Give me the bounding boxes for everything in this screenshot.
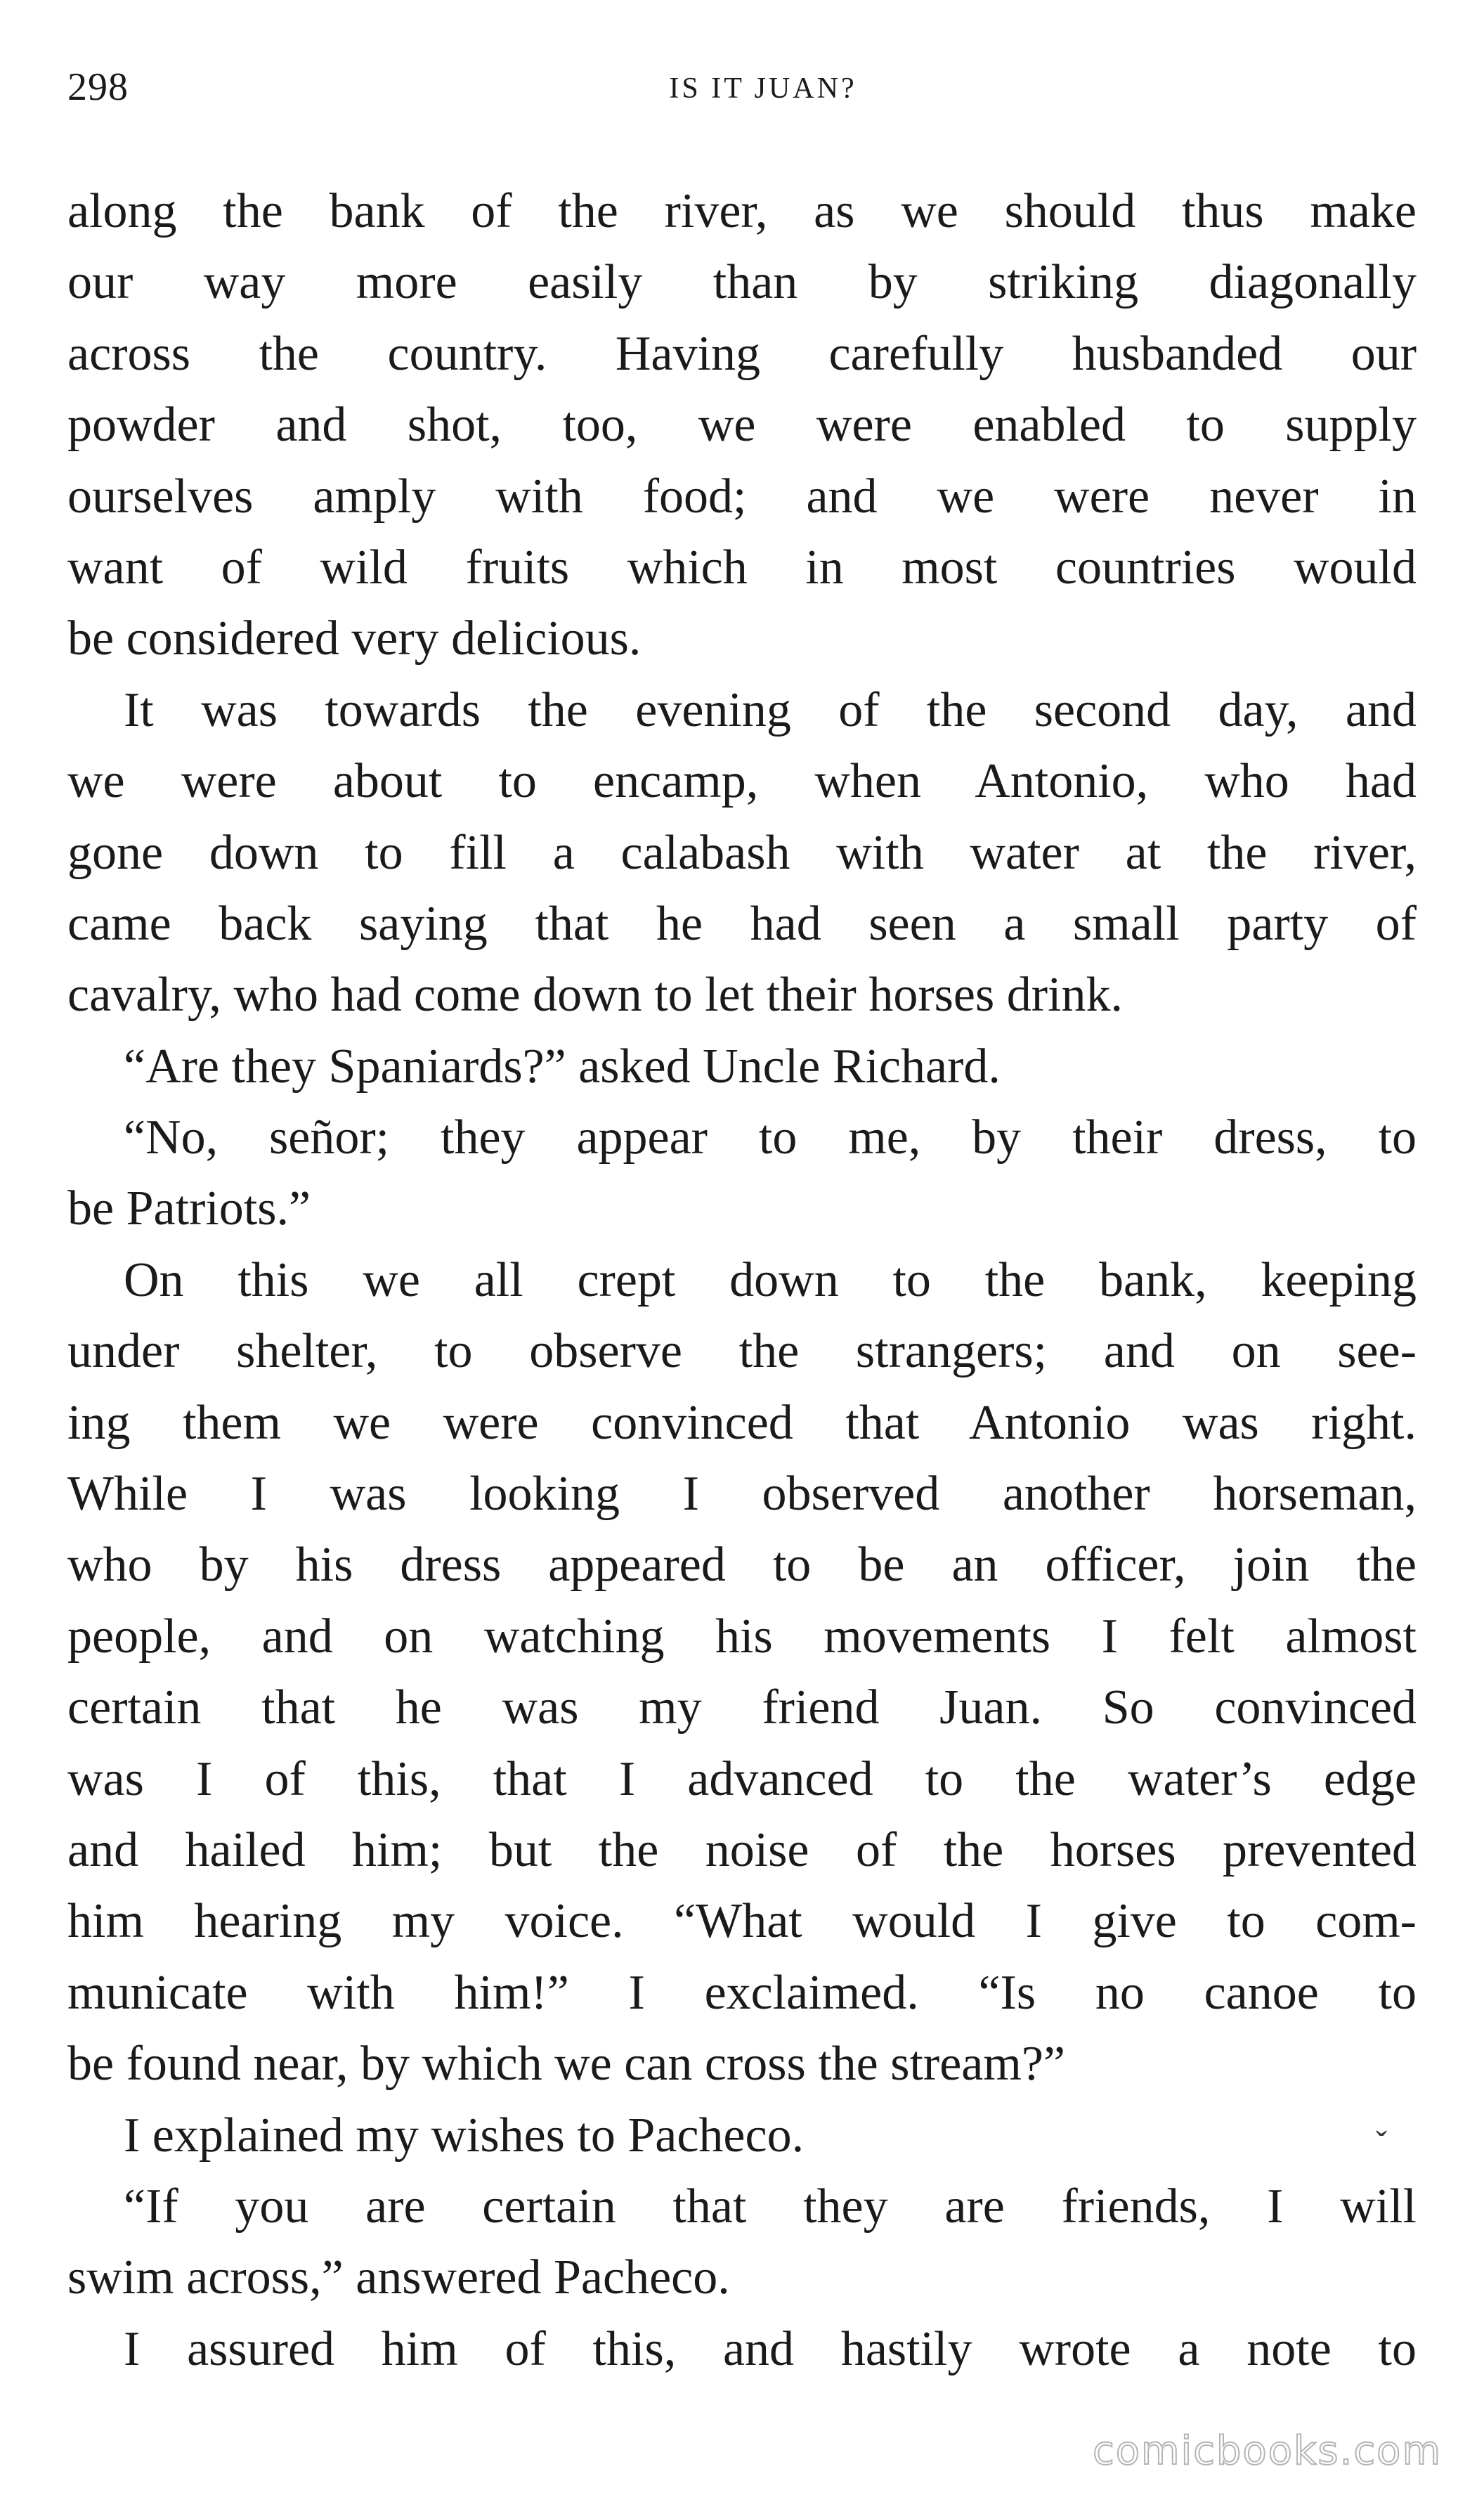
text-line: “No, señor; they appear to me, by their dress, to [124,1110,1417,1165]
text-line: ourselves amply with food; and we were never in [67,469,1417,524]
text-line: gone down to fill a calabash with water at the river, [67,825,1417,880]
text-line: want of wild fruits which in most countries would [67,540,1417,595]
text-line: powder and shot, too, we were enabled to supply [67,398,1417,453]
text-line: came back saying that he had seen a small party of [67,896,1417,951]
text-line: I explained my wishes to Pacheco. [124,2108,805,2163]
text-line: and hailed him; but the noise of the horses prevented [67,1822,1417,1877]
text-line: ing them we were convinced that Antonio was right. [67,1395,1417,1450]
text-line: On this we all crept down to the bank, keeping [124,1252,1417,1307]
text-line: While I was looking I observed another horseman, [67,1467,1417,1522]
text-line: him hearing my voice. “What would I give to com- [67,1894,1417,1949]
text-line: “If you are certain that they are friends, I will [124,2179,1417,2234]
text-line: swim across,” answered Pacheco. [67,2250,730,2305]
text-line: across the country. Having carefully husbanded our [67,326,1417,381]
text-line: certain that he was my friend Juan. So convinced [67,1680,1417,1735]
text-line: our way more easily than by striking diagonally [67,255,1417,310]
text-line: “Are they Spaniards?” asked Uncle Richard. [124,1039,1001,1094]
running-head-title: IS IT JUAN? [669,72,857,105]
text-line: people, and on watching his movements I felt almost [67,1609,1417,1664]
text-line: municate with him!” I exclaimed. “Is no canoe to [67,1965,1417,2020]
text-line: cavalry, who had come down to let their horses drink. [67,968,1123,1023]
running-head [0,72,1484,105]
text-line: under shelter, to observe the strangers; and on see- [67,1324,1417,1379]
text-line: I assured him of this, and hastily wrote a note to [124,2321,1417,2376]
text-line: we were about to encamp, when Antonio, who had [67,754,1417,809]
text-line: be found near, by which we can cross the stream?” [67,2037,1065,2092]
body-text [67,176,1417,2385]
text-line: It was towards the evening of the second day, and [124,682,1417,737]
watermark-logo: comicbooks.com [1092,2428,1442,2474]
text-line: who by his dress appeared to be an officer, join the [67,1538,1417,1593]
text-line: was I of this, that I advanced to the water’s edge [67,1751,1417,1806]
text-line: along the bank of the river, as we should thus make [67,184,1417,238]
page-number: 298 [67,65,129,109]
text-line: be Patriots.” [67,1181,311,1236]
print-speck: ˇ [1376,2125,1387,2162]
text-line: be considered very delicious. [67,611,642,666]
